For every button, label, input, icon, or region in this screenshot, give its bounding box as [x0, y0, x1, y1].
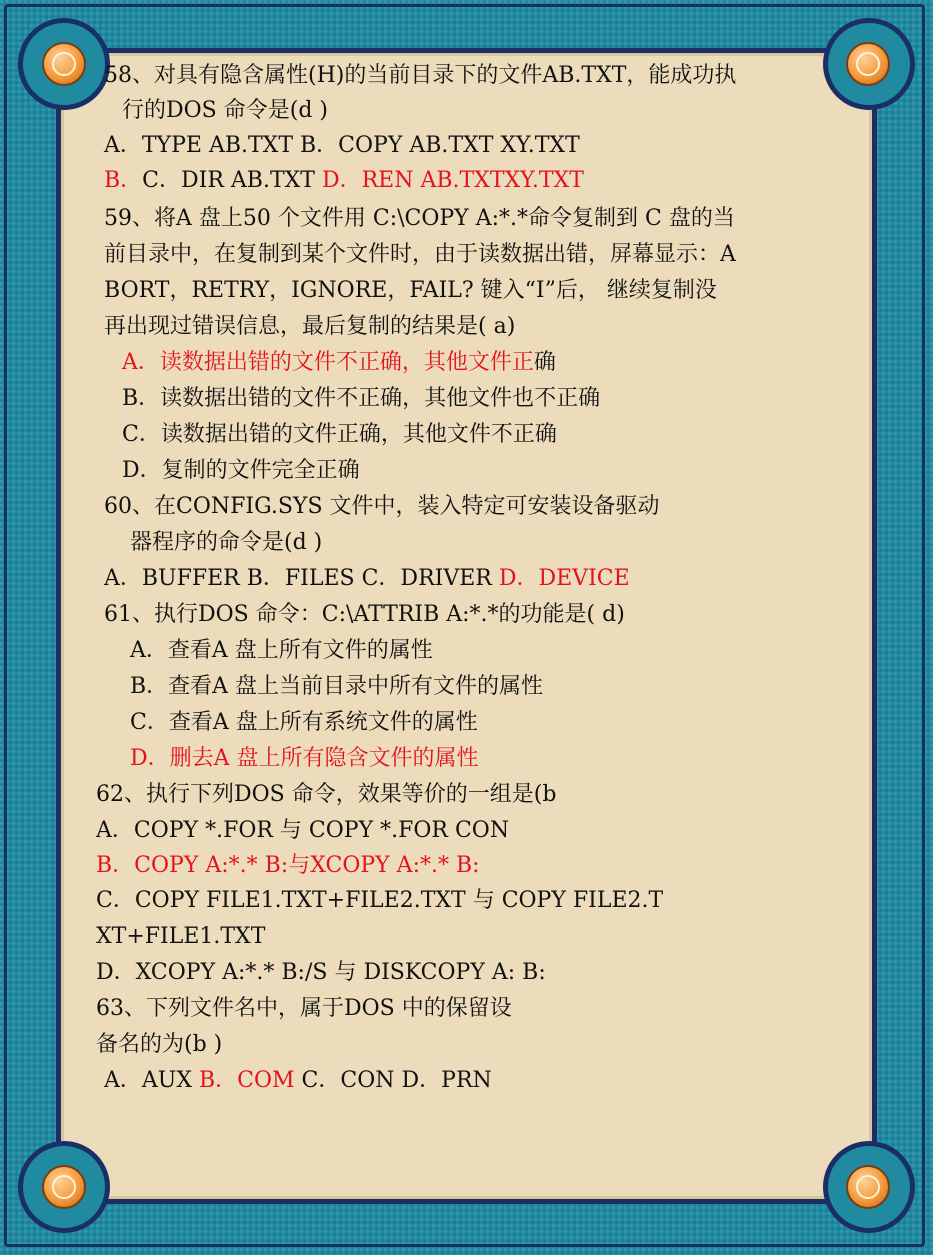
q61-option-c: C．查看A 盘上所有系统文件的属性 — [130, 710, 478, 735]
ornament-icon — [42, 1165, 86, 1209]
ornament-icon — [42, 42, 86, 86]
ornament-icon — [846, 42, 890, 86]
q63-answer-b: B．COM — [198, 1068, 295, 1093]
q62-option-c1: C．COPY FILE1.TXT+FILE2.TXT 与 COPY FILE2.T — [96, 888, 664, 913]
q60-answer-d: D．DEVICE — [498, 566, 630, 591]
q60-line2: 器程序的命令是(d ) — [130, 530, 323, 555]
q59-line3: BORT，RETRY，IGNORE，FAIL? 键入“I”后， 继续复制没 — [104, 278, 717, 303]
q58-option-c: C．DIR AB.TXT — [142, 168, 322, 193]
q63-options — [104, 1067, 492, 1095]
q59-option-a — [122, 349, 556, 377]
q62-line1: 62、执行下列DOS 命令，效果等价的一组是(b — [96, 782, 557, 807]
q59-option-b: B．读数据出错的文件不正确，其他文件也不正确 — [122, 386, 601, 411]
q63-option-a: A．AUX — [104, 1068, 199, 1093]
q62-option-d: D．XCOPY A:*.* B:/S 与 DISKCOPY A: B: — [96, 960, 546, 985]
q60-line1: 60、在CONFIG.SYS 文件中，装入特定可安装设备驱动 — [104, 494, 660, 519]
q62-option-a: A．COPY *.FOR 与 COPY *.FOR CON — [96, 818, 510, 843]
q58-answer-b: B． — [104, 168, 143, 193]
q59-line4: 再出现过错误信息，最后复制的结果是( a) — [104, 314, 516, 339]
q63-line1: 63、下列文件名中，属于DOS 中的保留设 — [96, 996, 512, 1021]
q63-options-cd: C．CON D．PRN — [294, 1068, 492, 1093]
q59-answer-a: A．读数据出错的文件不正确，其他文件正 — [122, 350, 534, 375]
q60-options-abc: A．BUFFER B．FILES C．DRIVER — [104, 566, 499, 591]
q58-options-bcd — [104, 167, 584, 195]
q61-line1: 61、执行DOS 命令：C:\ATTRIB A:*.*的功能是( d) — [104, 602, 625, 627]
q58-answer-d: D．REN AB.TXTXY.TXT — [321, 168, 584, 193]
q61-option-a: A．查看A 盘上所有文件的属性 — [130, 638, 433, 663]
q59-line1: 59、将A 盘上50 个文件用 C:\COPY A:*.*命令复制到 C 盘的当 — [104, 206, 735, 231]
ornament-icon — [846, 1165, 890, 1209]
q62-answer-b: B．COPY A:*.* B:与XCOPY A:*.* B: — [96, 853, 480, 878]
q59-line2: 前目录中，在复制到某个文件时，由于读数据出错，屏幕显示：A — [104, 242, 736, 267]
q58-line1: 58、对具有隐含属性(H)的当前目录下的文件AB.TXT，能成功执 — [104, 63, 737, 88]
q59-option-c: C．读数据出错的文件正确，其他文件不正确 — [122, 422, 557, 447]
q58-options-ab: A．TYPE AB.TXT B．COPY AB.TXT XY.TXT — [104, 133, 580, 158]
q59-option-d: D．复制的文件完全正确 — [122, 458, 360, 483]
q61-answer-d: D．删去A 盘上所有隐含文件的属性 — [130, 746, 479, 771]
q59-option-a-tail: 确 — [533, 350, 556, 375]
q62-option-c2: XT+FILE1.TXT — [96, 924, 266, 949]
q58-line2: 行的DOS 命令是(d ) — [122, 98, 328, 123]
q63-line2: 备名的为(b ) — [96, 1032, 223, 1057]
q61-option-b: B．查看A 盘上当前目录中所有文件的属性 — [130, 674, 544, 699]
q60-options — [104, 565, 630, 593]
